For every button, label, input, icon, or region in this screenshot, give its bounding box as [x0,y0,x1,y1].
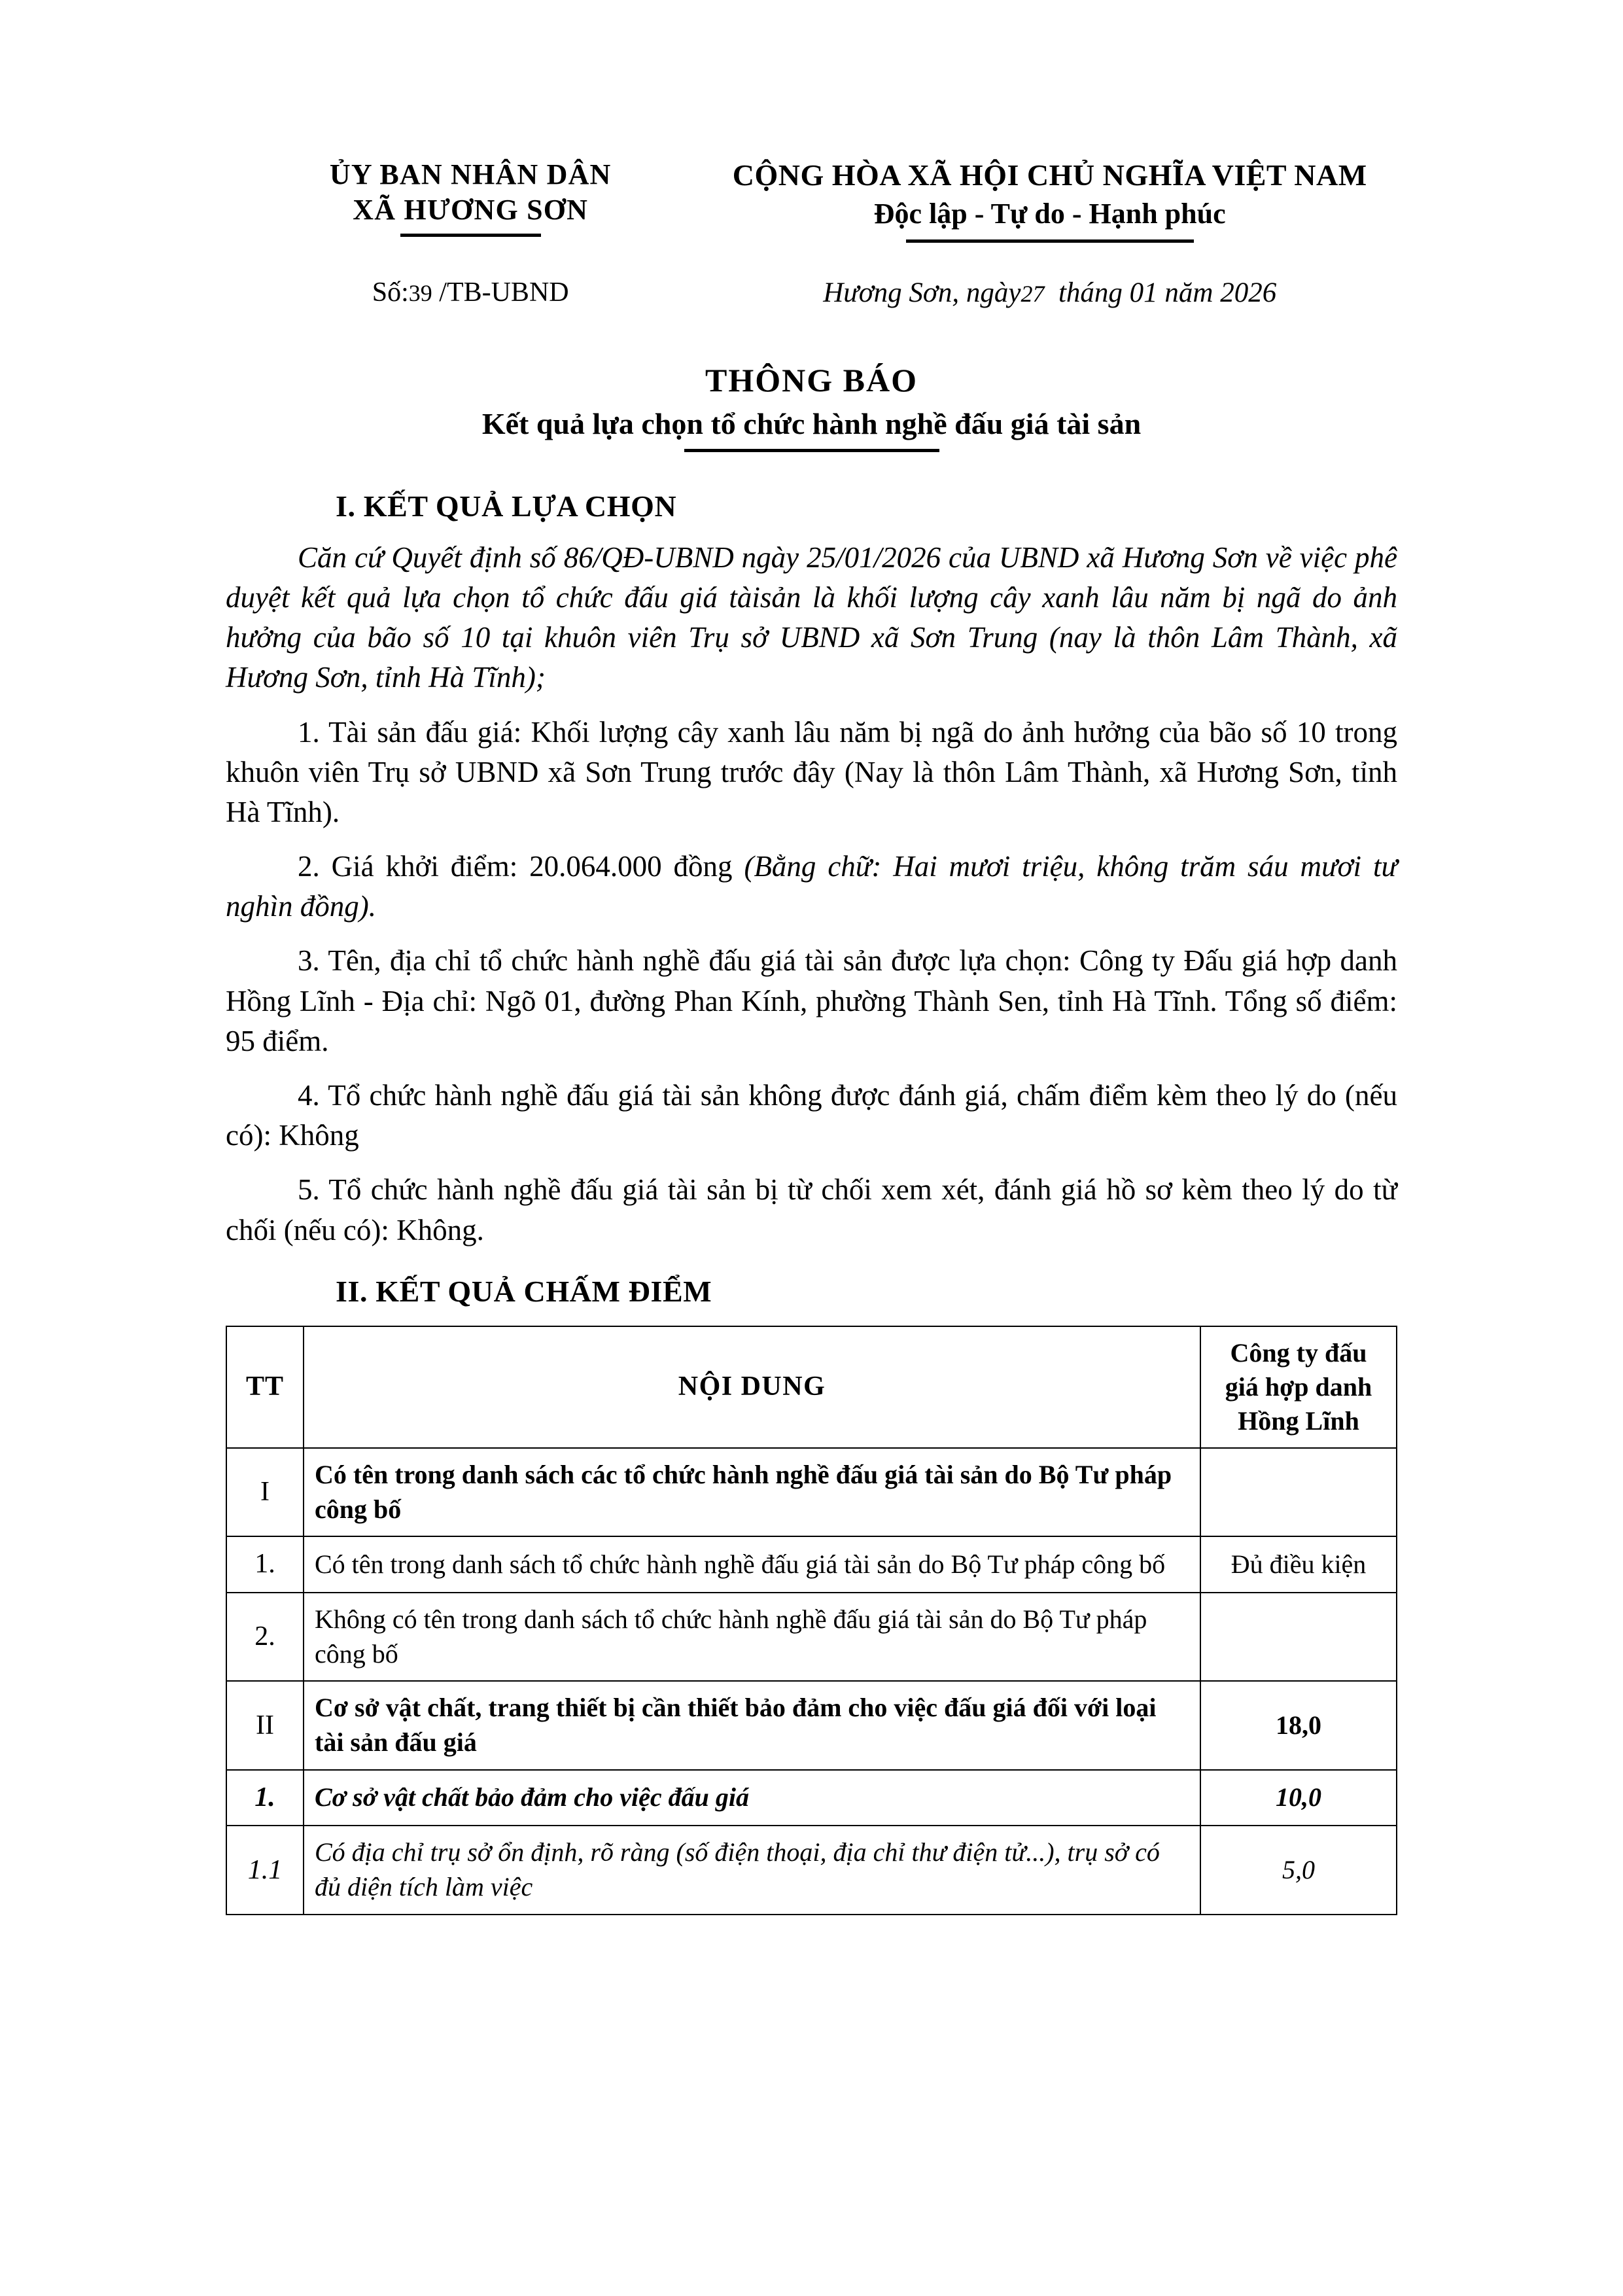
paragraph-item-1: 1. Tài sản đấu giá: Khối lượng cây xanh lâu năm bị ngã do ảnh hưởng của bão số 10 trong khuôn viên Trụ sở UBND xã Sơn Trung trước đây (Nay là thôn Lâm Thành, xã Hương Sơn, tỉnh Hà Tĩnh). [226,715,1397,828]
national-heading-block [702,157,1397,243]
paragraph-item-3: 3. Tên, địa chỉ tổ chức hành nghề đấu giá tài sản được lựa chọn: Công ty Đấu giá hợp danh Hồng Lĩnh - Địa chỉ: Ngõ 01, đường Phan Kính, phường Thành Sen, tỉnh Hà Tĩnh. Tổng số điểm: 95 điểm. [226,944,1397,1057]
table-row [226,1826,1397,1915]
row-content: Có tên trong danh sách các tổ chức hành nghề đấu giá tài sản do Bộ Tư pháp công bố [304,1448,1200,1537]
row-content: Cơ sở vật chất, trang thiết bị cần thiết bảo đảm cho việc đấu giá đối với loại tài sản đấu giá [304,1681,1200,1770]
place-date-prefix: Hương Sơn, ngày [823,277,1021,308]
place-date-suffix: tháng 01 năm 2026 [1058,277,1277,308]
scoring-table [226,1326,1397,1915]
paragraph-item-4: 4. Tổ chức hành nghề đấu giá tài sản không được đánh giá, chấm điểm kèm theo lý do (nếu có): Không [226,1079,1397,1152]
title-block [226,360,1397,452]
document-number-prefix: Số: [372,277,409,308]
row-score: 18,0 [1200,1681,1397,1770]
column-header-content: NỘI DUNG [304,1326,1200,1448]
table-row [226,1770,1397,1826]
document-subheader [226,277,1397,309]
page-title: THÔNG BÁO [705,361,918,398]
document-header [226,157,1397,243]
row-score: 10,0 [1200,1770,1397,1826]
row-index: 1.1 [226,1826,304,1915]
row-score: Đủ điều kiện [1200,1536,1397,1592]
motto-underline [906,239,1194,243]
authority-line-2: XÃ HƯƠNG SƠN [353,193,589,226]
page-subtitle: Kết quả lựa chọn tổ chức hành nghề đấu giá tài sản [481,407,1142,440]
scoring-table-body [226,1448,1397,1915]
row-index: II [226,1681,304,1770]
row-index: 1. [226,1536,304,1592]
paragraph-item-2 [226,847,1397,927]
authority-line-1: ỦY BAN NHÂN DÂN [329,158,612,190]
row-score [1200,1448,1397,1537]
document-number-value: 39 [408,279,432,306]
place-date-line [702,277,1397,309]
item-2-plain: 2. Giá khởi điểm: 20.064.000 đồng [298,850,744,883]
row-content: Cơ sở vật chất bảo đảm cho việc đấu giá [304,1770,1200,1826]
issue-day: 27 [1021,280,1045,307]
row-score: 5,0 [1200,1826,1397,1915]
document-number-suffix: /TB-UBND [439,277,569,308]
section-heading-ii: II. KẾT QUẢ CHẤM ĐIỂM [336,1274,712,1308]
issuing-authority-block [226,157,702,237]
column-header-score: Công ty đấu giá hợp danh Hồng Lĩnh [1200,1326,1397,1448]
national-motto: Độc lập - Tự do - Hạnh phúc [873,198,1226,230]
item-2-amount-in-words: (Bằng chữ: Hai mươi triệu, không trăm sáu mươi tư nghìn đồng). [226,850,1397,923]
table-row [226,1448,1397,1537]
row-content: Không có tên trong danh sách tổ chức hành nghề đấu giá tài sản do Bộ Tư pháp công bố [304,1593,1200,1682]
document-number-line [226,277,702,308]
title-underline [684,449,939,452]
row-index: 1. [226,1770,304,1826]
national-title: CỘNG HÒA XÃ HỘI CHỦ NGHĨA VIỆT NAM [732,158,1367,192]
row-content: Có tên trong danh sách tổ chức hành nghề đấu giá tài sản do Bộ Tư pháp công bố [304,1536,1200,1592]
table-row [226,1681,1397,1770]
column-header-tt: TT [226,1326,304,1448]
row-index: 2. [226,1593,304,1682]
table-row [226,1536,1397,1592]
row-index: I [226,1448,304,1537]
row-content: Có địa chỉ trụ sở ổn định, rõ ràng (số điện thoại, địa chỉ thư điện tử...), trụ sở có đủ diện tích làm việc [304,1826,1200,1915]
section-heading-i: I. KẾT QUẢ LỰA CHỌN [336,489,677,523]
table-header-row [226,1326,1397,1448]
row-score [1200,1593,1397,1682]
table-row [226,1593,1397,1682]
paragraph-item-5: 5. Tổ chức hành nghề đấu giá tài sản bị từ chối xem xét, đánh giá hồ sơ kèm theo lý do từ chối (nếu có): Không. [226,1173,1397,1246]
authority-underline [400,234,541,237]
paragraph-legal-basis: Căn cứ Quyết định số 86/QĐ-UBND ngày 25/01/2026 của UBND xã Hương Sơn về việc phê duyệt kết quả lựa chọn tổ chức đấu giá tàisản là khối lượng cây xanh lâu năm bị ngã do ảnh hưởng của bão số 10 tại khuôn viên Trụ sở UBND xã Sơn Trung (nay là thôn Lâm Thành, xã Hương Sơn, tỉnh Hà Tĩnh); [226,540,1397,694]
